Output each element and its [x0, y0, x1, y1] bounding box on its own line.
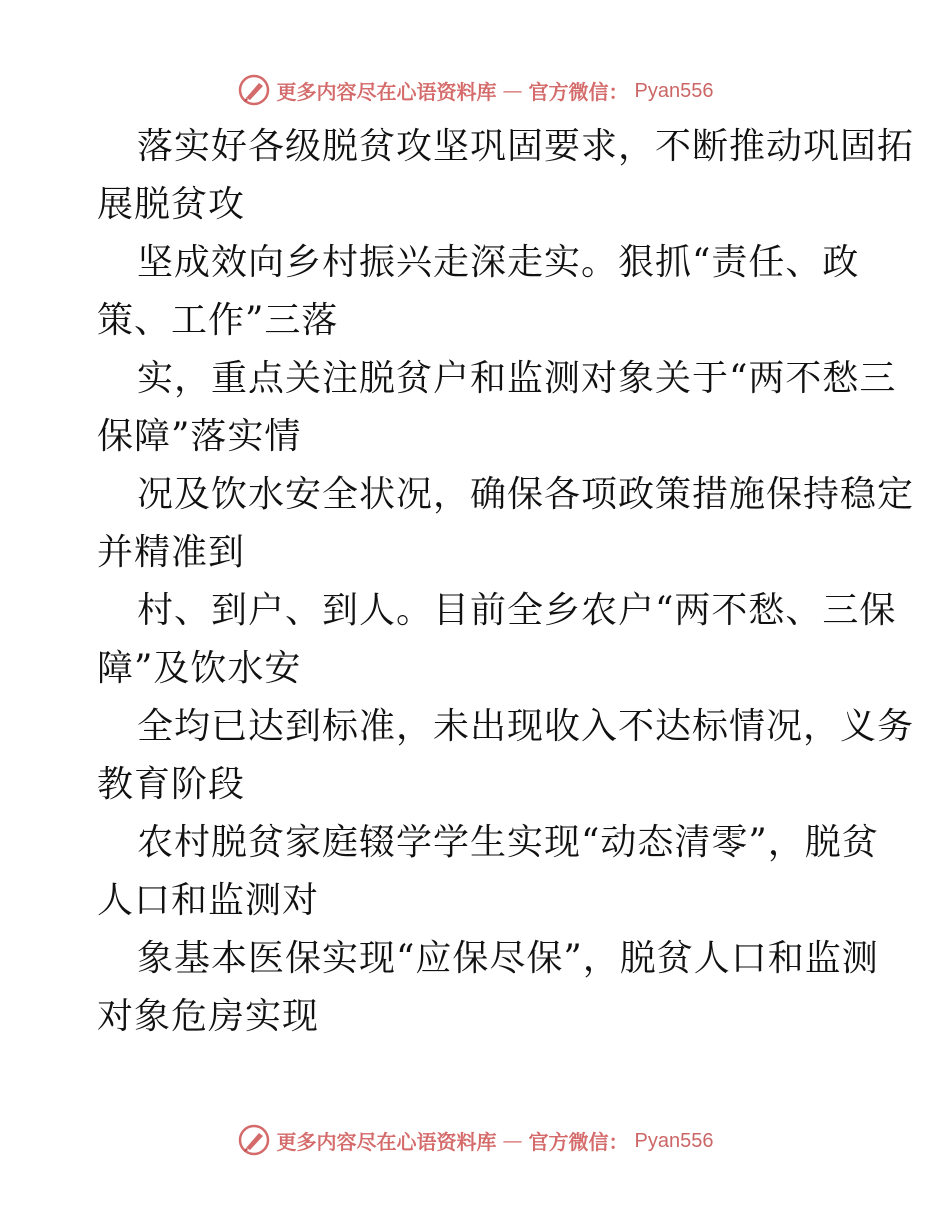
watermark-account: Pyan556 — [634, 1129, 714, 1152]
text-line: 策、工作”三落 — [97, 300, 339, 341]
text-line: 村、到户、到人。目前全乡农户“两不愁、三保 — [137, 590, 897, 631]
text-line: 保障”落实情 — [97, 416, 302, 457]
document-body — [97, 118, 915, 1046]
text-line: 障”及饮水安 — [97, 648, 302, 689]
watermark-main-text: 更多内容尽在心语资料库 — [276, 79, 497, 104]
text-line: 全均已达到标准，未出现收入不达标情况，义务 — [137, 706, 915, 747]
text-line: 教育阶段 — [97, 764, 246, 805]
text-line: 农村脱贫家庭辍学学生实现“动态清零”，脱贫 — [137, 822, 879, 863]
text-line: 实，重点关注脱贫户和监测对象关于“两不愁三 — [137, 358, 897, 399]
watermark-dash: — — [502, 78, 523, 102]
text-line: 况及饮水安全状况，确保各项政策措施保持稳定 — [137, 474, 915, 515]
text-line: 展脱贫攻 — [97, 184, 246, 225]
watermark-channel-text: 官方微信： — [528, 1129, 629, 1154]
watermark-channel-text: 官方微信： — [528, 79, 629, 104]
watermark-main-text: 更多内容尽在心语资料库 — [276, 1129, 497, 1154]
text-line: 并精准到 — [97, 532, 246, 573]
text-line: 对象危房实现 — [97, 996, 320, 1037]
pen-logo-icon — [237, 1123, 271, 1157]
watermark-dash: — — [502, 1128, 523, 1152]
footer-watermark — [0, 1120, 950, 1160]
text-line: 落实好各级脱贫攻坚巩固要求，不断推动巩固拓 — [137, 126, 915, 167]
text-line: 象基本医保实现“应保尽保”，脱贫人口和监测 — [137, 938, 879, 979]
text-line: 人口和监测对 — [97, 880, 320, 921]
header-watermark — [0, 70, 950, 110]
pen-logo-icon — [237, 73, 271, 107]
text-line: 坚成效向乡村振兴走深走实。狠抓“责任、政 — [137, 242, 860, 283]
watermark-account: Pyan556 — [634, 79, 714, 102]
